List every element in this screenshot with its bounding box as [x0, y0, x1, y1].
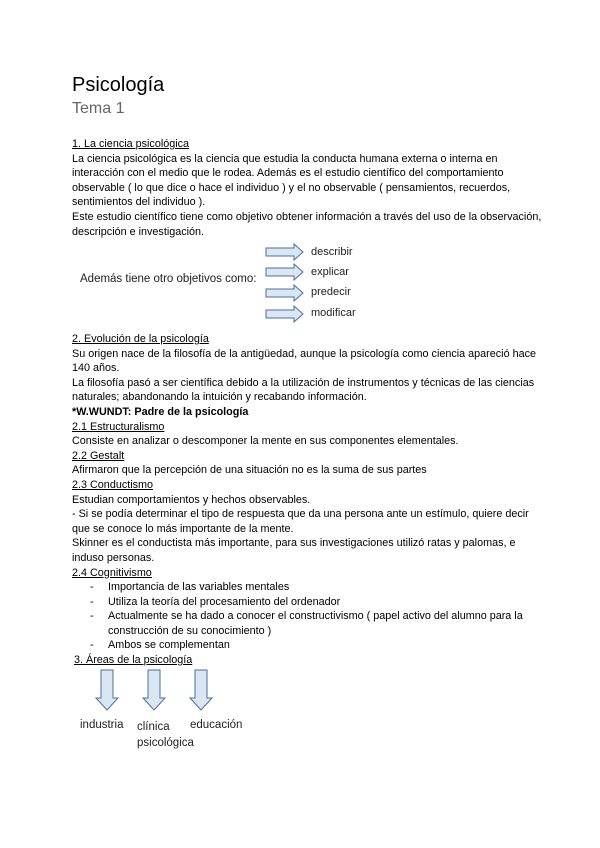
section-3-heading: 3. Áreas de la psicología [74, 654, 193, 667]
section-1-paragraph-2: Este estudio científico tiene como objetivo obtener información a través del uso de la observación, descripción e investigación. [72, 210, 542, 238]
objectives-lead-text: Además tiene otro objetivos como: [80, 273, 257, 285]
objective-describir: describir [311, 246, 353, 258]
list-item: - Importancia de las variables mentales [72, 580, 542, 595]
arrow-right-icon [266, 244, 303, 260]
section-2-2-heading: 2.2 Gestalt [72, 449, 125, 462]
cognitivismo-list [72, 580, 542, 653]
arrow-right-icon [266, 285, 303, 301]
section-2-heading: 2. Evolución de la psicología [72, 333, 209, 345]
arrow-down-icon [190, 670, 212, 710]
objective-explicar: explicar [311, 266, 349, 278]
section-2-paragraph-1: Su origen nace de la filosofía de la antigüedad, aunque la psicología como ciencia apareció hace 140 años. [72, 347, 536, 375]
arrow-down-icon [143, 670, 165, 710]
list-item: - Actualmente se ha dado a conocer el constructivismo ( papel activo del alumno para la construcción de su conocimiento ) [72, 609, 542, 638]
arrow-right-icon [266, 306, 303, 322]
section-1-paragraph-1: La ciencia psicológica es la ciencia que estudia la conducta humana externa o interna en interacción con el medio que le rodea. Además es el estudio científico del comportamiento observable ( lo que dice o hace el individuo ) y el no observable ( pensamientos, recuerdos, sentimientos del individuo ). [72, 152, 511, 209]
section-2-3-text-3: Skinner es el conductista más importante, para sus investigaciones utilizó ratas y palomas, e induso personas. [72, 537, 516, 564]
objective-predecir: predecir [311, 286, 351, 298]
section-2-4-heading: 2.4 Cognitivismo [72, 566, 152, 579]
arrow-down-icon [96, 670, 118, 710]
section-1 [72, 137, 542, 239]
section-2-2-text: Afirmaron que la percepción de una situación no es la suma de sus partes [72, 464, 427, 477]
section-2-3-text-1: Estudian comportamientos y hechos observables. [72, 493, 311, 506]
list-item: - Ambos se complementan [72, 638, 542, 653]
area-industria: industria [80, 719, 124, 731]
section-2 [72, 332, 542, 668]
wundt-note: *W.WUNDT: Padre de la psicología [72, 405, 249, 418]
section-2-3-heading: 2.3 Conductismo [72, 478, 154, 491]
objective-modificar: modificar [311, 307, 356, 319]
section-1-heading: 1. La ciencia psicológica [72, 138, 190, 150]
section-2-3-text-2: - Si se podía determinar el tipo de respuesta que da una persona ante un estímulo, quiere decir que se conoce lo más importante de la mente. [72, 508, 529, 535]
page-title: Psicología [72, 74, 165, 96]
area-arrows [96, 670, 216, 714]
section-2-1-heading: 2.1 Estructuralismo [72, 420, 165, 433]
area-educacion: educación [190, 719, 243, 731]
area-clinica-psicologica: clínica psicológica [137, 721, 194, 749]
objective-arrows [266, 244, 306, 324]
page-subtitle: Tema 1 [72, 100, 125, 117]
arrow-right-icon [266, 264, 303, 280]
section-2-paragraph-2: La filosofía pasó a ser científica debido a la utilización de instrumentos y técnicas de las ciencias naturales; abandonando la intuición y recabando información. [72, 376, 535, 404]
section-2-1-text: Consiste en analizar o descomponer la mente en sus componentes elementales. [72, 435, 459, 448]
list-item: - Utiliza la teoría del procesamiento del ordenador [72, 595, 542, 610]
